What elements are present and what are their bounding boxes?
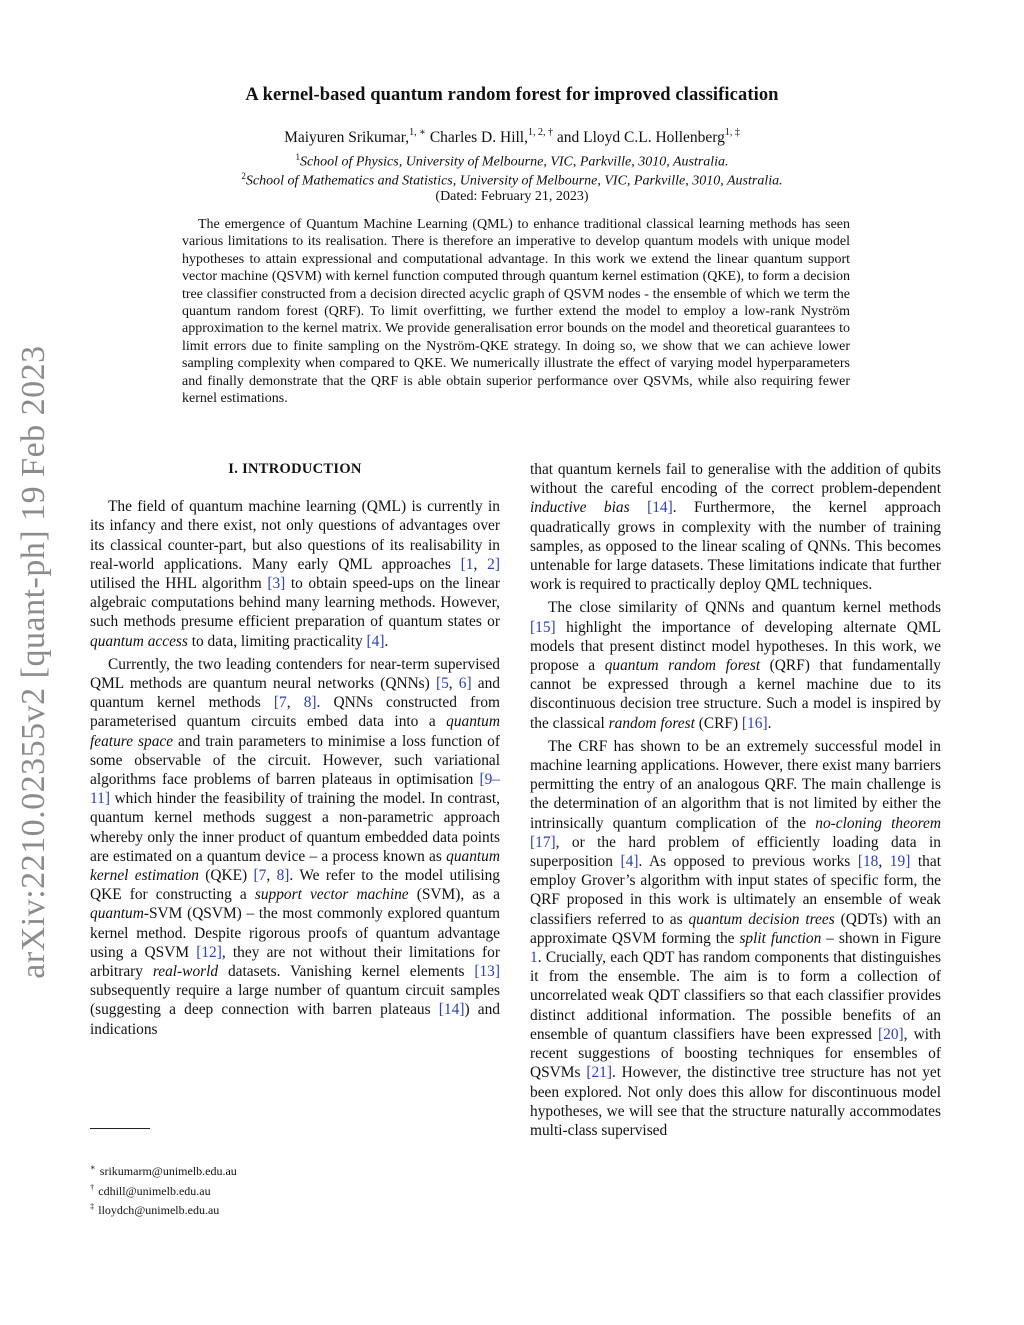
emphasis: random forest	[608, 714, 695, 732]
affiliation-1: $^1$School of Physics, University of Melbourne, VIC, Parkville, 3010, Australia.	[295, 152, 729, 170]
abstract	[182, 216, 850, 407]
text-run: Currently, the two leading contenders for near-term supervised QML methods are quantum neural networks (QNNs)	[90, 655, 500, 693]
paragraph	[530, 737, 941, 1140]
text-run: -SVM (QSVM) – the most commonly explored quantum kernel method. Despite rigorous proofs of quantum advantage using a QSVM	[90, 905, 500, 961]
text-run: , with recent suggestions of boosting techniques for ensembles of QSVMs	[530, 1025, 941, 1082]
citation-link[interactable]: [4]	[366, 632, 385, 650]
emphasis: real-world	[152, 963, 219, 981]
emphasis: inductive bias	[530, 499, 630, 517]
citation-link[interactable]: 2	[487, 555, 495, 573]
citation-link[interactable]: [21]	[586, 1064, 612, 1082]
abstract-text: The emergence of Quantum Machine Learning (QML) to enhance traditional classical learning methods has seen various limitations to its realisation. There is therefore an imperative to develop quantum models with unique model hypotheses to attain expressional and computational advantage. In this work we extend the linear quantum support vector machine (QSVM) with kernel function computed through quantum kernel estimation (QKE), to form a decision tree classifier constructed from a decision directed acyclic graph of QSVM nodes - the ensemble of which we term the quantum random forest (QRF). To limit overfitting, we further extend the model to employ a low-rank Nyström approximation to the kernel matrix. We provide generalisation error bounds on the model and theoretical guarantees to limit errors due to finite sampling on the Nyström-QKE strategy. In doing so, we show that we can achieve lower sampling complexity when compared to QKE. We numerically illustrate the effect of varying model hyperparameters and finally demonstrate that the QRF is able obtain superior performance over QSVMs, while also requiring fewer kernel estimations.	[182, 217, 850, 407]
text-run: , they are not without their limitations for arbitrary	[90, 943, 500, 981]
text-run: . Crucially, each QDT has random components that distinguishes it from the ensemble. The aim is to form a collection of uncorrelated weak QDT classifiers so that each classifier provides distinct additional information. The possible benefits of an ensemble of quantum classifiers have been expressed	[530, 949, 941, 1043]
emphasis: support vector machine	[254, 886, 409, 904]
text-run: (CRF)	[694, 714, 742, 732]
text-run: . We refer to the model utilising QKE for constructing a	[90, 867, 500, 904]
citation-link[interactable]: 1	[530, 949, 538, 967]
right-paragraphs	[530, 460, 941, 1140]
author-2: Charles D. Hill,$^{1, 2, \dagger}$	[429, 127, 553, 147]
date-line: (Dated: February 21, 2023)	[435, 189, 589, 204]
text-run: ,	[266, 867, 277, 885]
footnote-1: ∗ srikumarm@unimelb.edu.au	[90, 1162, 237, 1178]
paragraph	[530, 598, 941, 732]
text-run: ,	[286, 694, 304, 712]
text-run: . As opposed to previous works	[638, 853, 858, 871]
footnotes	[90, 1160, 237, 1219]
paragraph	[530, 460, 941, 594]
paragraph	[90, 497, 500, 651]
text-run: which hinder the feasibility of training the model. In contrast, quantum kernel methods suggest a non-parametric approach whereby only the inner product of quantum embedded data points are estimated on a quantum device – a process known as	[90, 790, 500, 865]
citation-link[interactable]: [7	[273, 694, 287, 712]
text-run: – shown in Figure	[821, 929, 941, 947]
text-run: The close similarity of QNNs and quantum kernel methods	[548, 599, 941, 617]
affiliation-2: $^2$School of Mathematics and Statistics, University of Melbourne, VIC, Parkville, 3010, Australia.	[241, 171, 783, 189]
text-run: utilised the HHL algorithm	[90, 575, 268, 593]
text-run: ) and indications	[90, 1001, 500, 1038]
emphasis: quantum kernel estimation	[90, 847, 500, 885]
paragraph	[90, 655, 500, 1039]
citation-link[interactable]: [15]	[530, 618, 556, 636]
author-3: and Lloyd C.L. Hollenberg$^{1, \ddagger}$	[556, 127, 740, 147]
right-column	[530, 460, 941, 1144]
emphasis: no-cloning theorem	[815, 814, 942, 832]
citation-link[interactable]: 1	[465, 555, 474, 573]
citation-link[interactable]: [14]	[438, 1001, 465, 1019]
text-run: ,	[878, 853, 890, 871]
left-column	[90, 460, 500, 1043]
text-run: (QKE)	[198, 867, 254, 885]
text-run: The CRF has shown to be an extremely successful model in machine learning applications. However, there exist many barriers permitting the entry of an analogous QRF. The main challenge is the determination of an algorithm that is not limited by either the intrinsically quantum complication of the	[530, 737, 941, 832]
citation-link[interactable]: 8]	[276, 867, 290, 885]
text-run: and quantum kernel methods	[90, 675, 500, 712]
text-run: .	[384, 632, 389, 650]
author-1: Maiyuren Srikumar,$^{1, ∗}$	[284, 127, 426, 147]
citation-link[interactable]: [12]	[196, 943, 222, 961]
text-run: to obtain speed-ups on the linear algebraic computations behind many learning methods. However, such methods presume efficient preparation of quantum states or	[90, 575, 500, 631]
citation-link[interactable]: 8]	[303, 694, 317, 712]
text-run: (SVM), as a	[408, 886, 500, 904]
citation-link[interactable]: ]	[494, 555, 500, 573]
emphasis: quantum access	[90, 632, 188, 650]
text-run: . Furthermore, the kernel approach quadratically grows in complexity with the number of training samples, as opposed to the linear scaling of QNNs. This becomes untenable for large datasets. These limitations indicate that further work is required to practically deploy QML techniques.	[530, 499, 941, 594]
arxiv-identifier-text: arXiv:2210.02355v2 [quant-ph] 19 Feb 2023	[15, 345, 52, 979]
paper-title: A kernel-based quantum random forest for improved classification	[245, 85, 779, 105]
citation-link[interactable]: [3]	[267, 575, 286, 593]
text-run: that quantum kernels fail to generalise with the addition of qubits without the careful encoding of the correct problem-dependent	[530, 461, 941, 498]
emphasis: quantum feature space	[90, 713, 500, 750]
emphasis: quantum random forest	[604, 657, 761, 675]
author-list	[0, 128, 1024, 147]
text-run: The field of quantum machine learning (QML) is currently in its infancy and there exist, not only questions of advantages over its classical counter-part, but also questions of its realisability in real-world applications. Many early QML approaches	[90, 498, 500, 573]
left-paragraphs	[90, 497, 500, 1039]
emphasis: quantum decision trees	[688, 910, 835, 928]
citation-link[interactable]: [17]	[530, 833, 556, 851]
text-run: subsequently require a large number of quantum circuit samples (suggesting a deep connection with barren plateaus	[90, 982, 500, 1019]
text-run: that employ Grover’s algorithm with input states of specific form, the QRF proposed in this work is ultimately an ensemble of weak classifiers referred to as	[530, 853, 941, 928]
text-run: highlight the importance of developing alternate QML models that present distinct model hypotheses. In this work, we propose a	[530, 618, 941, 675]
text-run: and train parameters to minimise a loss function of some observable of the circuit. However, such variational algorithms face problems of barren plateaus in optimisation	[90, 732, 500, 789]
citation-link[interactable]: [9–11]	[90, 771, 500, 808]
text-run	[630, 499, 648, 516]
text-run: , or the hard problem of efficiently loading data in superposition	[530, 833, 941, 871]
section-heading: I. INTRODUCTION	[228, 461, 362, 477]
text-run: (QDTs) with an approximate QSVM forming the	[530, 910, 941, 947]
text-run: ,	[473, 555, 488, 573]
citation-link[interactable]: 19]	[889, 853, 911, 871]
text-run: . However, the distinctive tree structure has not yet been explored. Not only does this allow for discontinuous model hypotheses, we will see that the structure naturally accommodates multi-class supervised	[530, 1064, 941, 1139]
emphasis: quantum	[90, 905, 144, 923]
citation-link[interactable]: [16]	[741, 714, 768, 732]
footnote-3: ‡ lloydch@unimelb.edu.au	[90, 1201, 220, 1217]
citation-link[interactable]: [4]	[620, 853, 639, 871]
citation-link[interactable]: [13]	[474, 963, 500, 981]
text-run: (QRF) that fundamentally cannot be expressed through a kernel machine due to its discontinuous decision tree structure. Such a model is inspired by the classical	[530, 657, 941, 732]
text-run: ,	[448, 675, 459, 693]
emphasis: split function	[739, 929, 822, 947]
footnote-2: † cdhill@unimelb.edu.au	[90, 1181, 211, 1198]
text-run: to data, limiting practicality	[187, 632, 367, 650]
citation-link[interactable]: [	[460, 555, 466, 573]
text-run: datasets. Vanishing kernel elements	[218, 963, 475, 981]
citation-link[interactable]: [18	[857, 853, 879, 871]
text-run: . QNNs constructed from parameterised quantum circuits embed data into a	[90, 694, 500, 731]
citation-link[interactable]: [5	[435, 675, 449, 693]
citation-link[interactable]: [14]	[647, 499, 673, 517]
citation-link[interactable]: 6]	[458, 675, 472, 693]
citation-link[interactable]: [20]	[878, 1025, 904, 1043]
text-run: .	[767, 714, 772, 732]
citation-link[interactable]: [7	[253, 867, 267, 885]
footnote-rule	[90, 1128, 150, 1129]
